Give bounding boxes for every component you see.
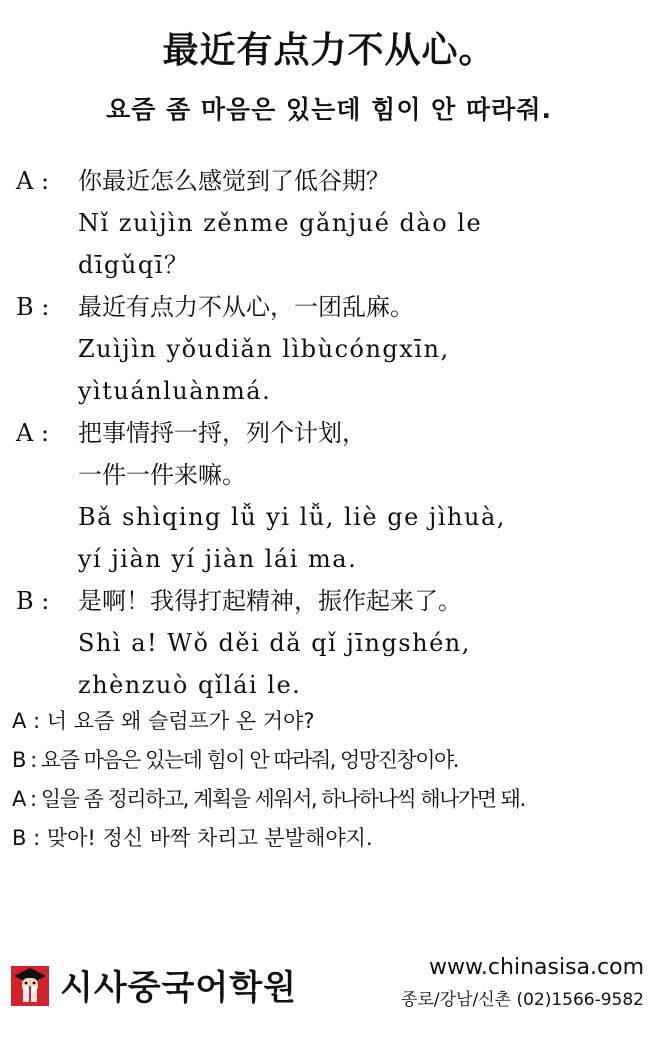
speaker-label: A : (16, 167, 50, 195)
pinyin-line: yí jiàn yí jiàn lái ma. (78, 545, 358, 573)
turn-lines (78, 286, 450, 412)
branch-phone: 종로/강남/신촌 (02)1566-9582 (401, 990, 644, 1010)
page-subtitle: 요즘 좀 마음은 있는데 힘이 안 따라줘. (106, 95, 552, 124)
korean-line: B : 요즘 마음은 있는데 힘이 안 따라줘, 엉망진창이야. (12, 748, 458, 772)
academy-name: 시사중국어학원 (60, 968, 297, 1008)
pinyin-line: yìtuánluànmá. (78, 377, 272, 405)
korean-line: A : 일을 좀 정리하고, 계획을 세워서, 하나하나씩 해나가면 돼. (12, 787, 525, 811)
pinyin-line: Shì a! Wǒ děi dǎ qǐ jīngshén, (78, 629, 471, 657)
hanzi-line: 最近有点力不从心，一团乱麻。 (78, 293, 414, 321)
hanzi-line: 一件一件来嘛。 (78, 461, 246, 489)
speaker-label: A : (16, 419, 50, 447)
dialogue-turn (16, 160, 646, 286)
korean-translation (12, 702, 652, 858)
pinyin-line: dīgǔqī？ (78, 251, 190, 279)
speaker-label: B : (16, 293, 50, 321)
pinyin-line: Nǐ zuìjìn zěnme gǎnjué dào le (78, 209, 483, 237)
turn-lines (78, 580, 471, 706)
pinyin-line: Zuìjìn yǒudiǎn lìbùcóngxīn, (78, 335, 450, 363)
pinyin-line: Bǎ shìqing lǚ yi lǚ, liè ge jìhuà, (78, 503, 506, 531)
speaker-label: B : (16, 587, 50, 615)
dialogue-turn (16, 412, 646, 580)
korean-line: B : 맞아! 정신 바짝 차리고 분발해야지. (12, 826, 373, 850)
logo-emblem-icon (10, 962, 50, 1008)
academy-logo (10, 960, 297, 1009)
korean-line: A : 너 요즘 왜 슬럼프가 온 거야? (12, 709, 315, 733)
turn-lines (78, 412, 506, 580)
academy-contact-block (401, 952, 644, 1016)
turn-lines (78, 160, 482, 286)
dialogue-turn (16, 580, 646, 706)
chinese-dialogue (16, 160, 646, 706)
dialogue-turn (16, 286, 646, 412)
page-title: 最近有点力不从心。 (162, 29, 496, 71)
hanzi-line: 是啊！我得打起精神，振作起来了。 (78, 587, 462, 615)
website-link[interactable]: www.chinasisa.com (428, 955, 644, 980)
hanzi-line: 你最近怎么感觉到了低谷期？ (78, 167, 390, 195)
pinyin-line: zhènzuò qǐlái le. (78, 671, 302, 699)
hanzi-line: 把事情捋一捋，列个计划， (78, 419, 366, 447)
